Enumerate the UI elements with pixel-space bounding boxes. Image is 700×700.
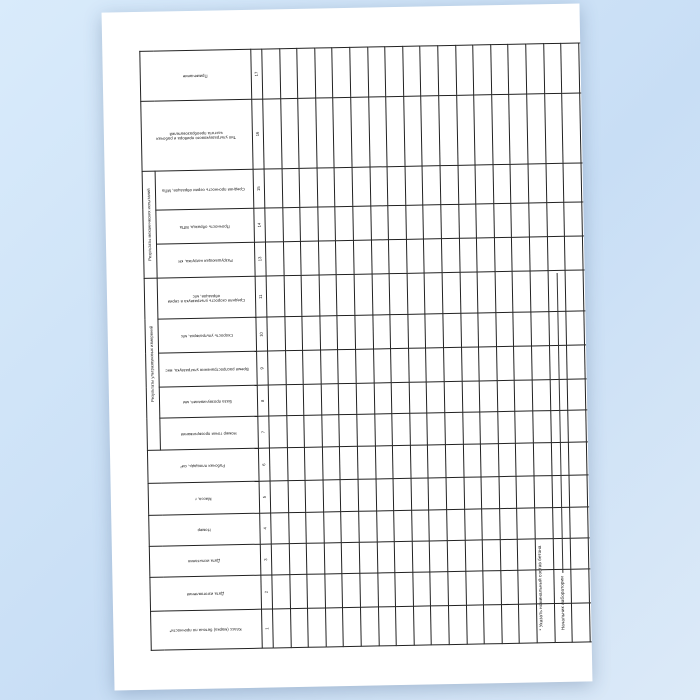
table-cell[interactable] xyxy=(495,271,513,313)
table-cell[interactable] xyxy=(284,275,302,317)
table-cell[interactable] xyxy=(269,416,287,448)
table-cell[interactable] xyxy=(465,571,483,605)
group-header-mechanical: Результаты механических испытаний xyxy=(142,171,157,278)
table-cell[interactable] xyxy=(377,573,395,607)
table-cell[interactable] xyxy=(340,446,358,480)
table-cell[interactable] xyxy=(386,96,405,167)
table-cell[interactable] xyxy=(287,447,305,481)
table-cell[interactable] xyxy=(270,481,288,513)
table-cell[interactable] xyxy=(304,415,322,447)
table-cell[interactable] xyxy=(496,347,514,381)
table-cell[interactable] xyxy=(568,410,586,442)
table-cell[interactable] xyxy=(438,45,457,95)
table-cell[interactable] xyxy=(340,480,358,512)
col-num: 5 xyxy=(259,481,271,512)
table-cell[interactable] xyxy=(494,237,512,271)
table-cell[interactable] xyxy=(306,512,324,544)
table-cell[interactable] xyxy=(272,575,290,609)
table-cell[interactable] xyxy=(307,574,325,608)
table-cell[interactable] xyxy=(477,271,495,313)
table-cell[interactable] xyxy=(571,569,589,603)
table-cell[interactable] xyxy=(430,572,448,606)
header-cell-point-number: Номер точки прозвучивания xyxy=(160,417,259,450)
col-num: 3 xyxy=(260,544,272,575)
group-header-ultrasonic: Результаты ультразвуковых измерений xyxy=(144,278,160,450)
table-cell[interactable] xyxy=(458,204,476,238)
table-cell[interactable] xyxy=(425,314,443,348)
col-num: 16 xyxy=(252,99,264,169)
table-cell[interactable] xyxy=(360,607,378,646)
table-cell[interactable] xyxy=(405,166,423,205)
table-cell[interactable] xyxy=(321,384,339,416)
table-cell[interactable] xyxy=(367,47,386,97)
table-cell[interactable] xyxy=(447,540,465,572)
table-cell[interactable] xyxy=(581,202,592,236)
table-cell[interactable] xyxy=(299,168,317,207)
table-cell[interactable] xyxy=(478,313,496,347)
table-cell[interactable] xyxy=(584,311,593,345)
table-cell[interactable] xyxy=(332,47,351,97)
table-cell[interactable] xyxy=(406,239,424,273)
table-cell[interactable] xyxy=(342,542,360,574)
table-cell[interactable] xyxy=(323,511,341,543)
table-cell[interactable] xyxy=(413,606,431,645)
table-cell[interactable] xyxy=(273,609,291,648)
table-cell[interactable] xyxy=(423,205,441,239)
table-cell[interactable] xyxy=(351,97,370,168)
table-cell[interactable] xyxy=(394,510,412,542)
table-cell[interactable] xyxy=(338,350,356,384)
table-cell[interactable] xyxy=(395,572,413,606)
table-cell[interactable] xyxy=(446,478,464,510)
table-cell[interactable] xyxy=(466,605,484,644)
table-cell[interactable] xyxy=(289,574,307,608)
form-table-wrapper xyxy=(139,43,566,651)
table-cell[interactable] xyxy=(477,237,495,271)
table-cell[interactable] xyxy=(479,381,497,413)
table-cell[interactable] xyxy=(424,239,442,273)
header-cell-base: База прозвучивания, мм xyxy=(159,385,258,418)
table-cell[interactable] xyxy=(570,507,588,539)
table-cell[interactable] xyxy=(464,509,482,541)
table-cell[interactable] xyxy=(427,382,445,414)
table-cell[interactable] xyxy=(385,46,404,96)
table-cell[interactable] xyxy=(391,382,409,414)
table-cell[interactable] xyxy=(268,385,286,417)
table-cell[interactable] xyxy=(448,571,466,605)
table-cell[interactable] xyxy=(443,348,461,382)
table-cell[interactable] xyxy=(493,203,511,237)
table-cell[interactable] xyxy=(490,44,509,94)
header-cell-time: Время распространения ультразвука, мкс xyxy=(159,351,258,387)
col-num: 8 xyxy=(257,385,269,416)
table-cell[interactable] xyxy=(325,608,343,647)
table-cell[interactable] xyxy=(562,93,581,164)
table-cell[interactable] xyxy=(445,413,463,445)
table-cell[interactable] xyxy=(585,410,592,442)
table-cell[interactable] xyxy=(285,351,303,385)
table-cell[interactable] xyxy=(283,241,301,275)
table-cell[interactable] xyxy=(368,96,387,167)
table-cell[interactable] xyxy=(359,511,377,543)
table-cell[interactable] xyxy=(587,475,593,507)
table-cell[interactable] xyxy=(561,43,580,93)
table-header xyxy=(140,49,262,650)
table-cell[interactable] xyxy=(476,204,494,238)
table-cell[interactable] xyxy=(372,315,390,349)
table-cell[interactable] xyxy=(412,541,430,573)
table-cell[interactable] xyxy=(473,45,492,95)
table-cell[interactable] xyxy=(482,508,500,540)
table-cell[interactable] xyxy=(354,274,372,316)
table-cell[interactable] xyxy=(392,414,410,446)
table-cell[interactable] xyxy=(335,206,353,240)
table-cell[interactable] xyxy=(343,607,361,646)
table-cell[interactable] xyxy=(265,208,283,242)
table-cell[interactable] xyxy=(282,207,300,241)
table-cell[interactable] xyxy=(333,97,352,168)
table-cell[interactable] xyxy=(501,604,519,643)
table-cell[interactable] xyxy=(357,446,375,480)
table-cell[interactable] xyxy=(586,441,592,475)
table-cell[interactable] xyxy=(339,383,357,415)
table-cell[interactable] xyxy=(426,348,444,382)
table-cell[interactable] xyxy=(288,481,306,513)
table-cell[interactable] xyxy=(582,235,592,269)
table-cell[interactable] xyxy=(358,479,376,511)
document-page xyxy=(102,3,593,690)
col-num: 11 xyxy=(255,276,267,318)
header-cell-strength: Прочность образца, МПа xyxy=(156,208,255,244)
col-num: 7 xyxy=(258,416,270,447)
table-cell[interactable] xyxy=(464,477,482,509)
col-num: 4 xyxy=(260,513,272,544)
table-cell[interactable] xyxy=(305,447,323,481)
table-cell[interactable] xyxy=(474,94,493,165)
table-cell[interactable] xyxy=(588,537,593,569)
table-cell[interactable] xyxy=(465,540,483,572)
table-cell[interactable] xyxy=(371,240,389,274)
table-cell[interactable] xyxy=(566,311,584,345)
table-cell[interactable] xyxy=(301,241,319,275)
table-cell[interactable] xyxy=(475,165,493,204)
table-cell[interactable] xyxy=(428,478,446,510)
table-cell[interactable] xyxy=(422,166,440,205)
table-cell[interactable] xyxy=(352,167,370,206)
col-num: 2 xyxy=(261,575,273,609)
table-cell[interactable] xyxy=(322,446,340,480)
table-cell[interactable] xyxy=(297,48,316,98)
table-cell[interactable] xyxy=(460,272,478,314)
header-cell-class: Класс (марка) бетона по прочности* xyxy=(151,609,263,650)
table-cell[interactable] xyxy=(498,443,516,477)
table-cell[interactable] xyxy=(588,569,592,603)
table-cell[interactable] xyxy=(459,238,477,272)
table-cell[interactable] xyxy=(568,441,586,475)
table-cell[interactable] xyxy=(303,350,321,384)
table-cell[interactable] xyxy=(324,543,342,575)
table-cell[interactable] xyxy=(572,603,590,642)
table-cell[interactable] xyxy=(357,414,375,446)
table-cell[interactable] xyxy=(440,165,458,204)
table-cell[interactable] xyxy=(267,317,285,351)
col-num: 10 xyxy=(256,317,268,351)
table-cell[interactable] xyxy=(341,511,359,543)
table-cell[interactable] xyxy=(501,570,519,604)
table-cell[interactable] xyxy=(500,539,518,571)
table-cell[interactable] xyxy=(563,163,581,202)
table-cell[interactable] xyxy=(359,542,377,574)
table-cell[interactable] xyxy=(356,383,374,415)
table-cell[interactable] xyxy=(320,350,338,384)
table-cell[interactable] xyxy=(461,347,479,381)
table-cell[interactable] xyxy=(315,48,334,98)
header-cell-avg-strength: Средняя прочность серии образцов, МПа xyxy=(155,169,254,210)
table-cell[interactable] xyxy=(499,477,517,509)
table-cell[interactable] xyxy=(484,605,502,644)
table-cell[interactable] xyxy=(455,45,474,95)
table-cell[interactable] xyxy=(564,202,582,236)
table-cell[interactable] xyxy=(264,169,282,208)
table-cell[interactable] xyxy=(393,445,411,479)
table-cell[interactable] xyxy=(318,241,336,275)
table-cell[interactable] xyxy=(337,316,355,350)
table-cell[interactable] xyxy=(583,269,593,311)
table-cell[interactable] xyxy=(376,479,394,511)
table-cell[interactable] xyxy=(462,412,480,444)
table-cell[interactable] xyxy=(376,510,394,542)
header-cell-device-type: Тип ультразвукового прибора и рабочая частота преобразователей xyxy=(141,99,253,171)
table-cell[interactable] xyxy=(445,444,463,478)
table-cell[interactable] xyxy=(301,275,319,317)
table-cell[interactable] xyxy=(374,383,392,415)
table-cell[interactable] xyxy=(263,98,282,169)
col-num: 9 xyxy=(257,351,269,385)
table-cell[interactable] xyxy=(402,46,421,96)
table-cell[interactable] xyxy=(391,349,409,383)
table-cell[interactable] xyxy=(579,92,592,163)
table-cell[interactable] xyxy=(479,347,497,381)
table-cell[interactable] xyxy=(442,272,460,314)
table-cell[interactable] xyxy=(447,509,465,541)
table-cell[interactable] xyxy=(408,348,426,382)
table-cell[interactable] xyxy=(569,475,587,507)
table-cell[interactable] xyxy=(353,206,371,240)
table-cell[interactable] xyxy=(308,608,326,647)
table-cell[interactable] xyxy=(374,414,392,446)
table-cell[interactable] xyxy=(481,443,499,477)
table-cell[interactable] xyxy=(441,204,459,238)
table-cell[interactable] xyxy=(370,206,388,240)
header-cell-avg-speed: Средняя скорость ультразвука в серии образцов, м/с xyxy=(157,276,256,320)
table-cell[interactable] xyxy=(444,381,462,413)
table-cell[interactable] xyxy=(406,205,424,239)
table-cell[interactable] xyxy=(421,95,440,166)
table-cell[interactable] xyxy=(356,349,374,383)
table-cell[interactable] xyxy=(565,236,583,270)
table-cell[interactable] xyxy=(456,95,475,166)
col-num: 15 xyxy=(253,169,265,208)
footnote-composition-text: * Указать номинальный состав бетона xyxy=(536,545,544,631)
table-cell[interactable] xyxy=(298,98,317,169)
table-cell[interactable] xyxy=(266,275,284,317)
table-cell[interactable] xyxy=(581,163,593,202)
table-cell[interactable] xyxy=(496,313,514,347)
table-cell[interactable] xyxy=(429,509,447,541)
table-cell[interactable] xyxy=(396,606,414,645)
table-cell[interactable] xyxy=(378,607,396,646)
table-cell[interactable] xyxy=(462,381,480,413)
table-cell[interactable] xyxy=(389,273,407,315)
table-cell[interactable] xyxy=(439,95,458,166)
header-cell-notes: Примечание xyxy=(140,49,252,101)
table-cell[interactable] xyxy=(407,273,425,315)
table-cell[interactable] xyxy=(370,167,388,206)
table-cell[interactable] xyxy=(460,313,478,347)
table-cell[interactable] xyxy=(394,541,412,573)
table-cell[interactable] xyxy=(448,605,466,644)
table-cell[interactable] xyxy=(578,43,592,93)
table-cell[interactable] xyxy=(431,606,449,645)
table-cell[interactable] xyxy=(463,444,481,478)
table-cell[interactable] xyxy=(280,98,299,169)
table-cell[interactable] xyxy=(319,274,337,316)
table-cell[interactable] xyxy=(305,480,323,512)
signature-label: Начальник лаборатории xyxy=(559,576,566,631)
table-cell[interactable] xyxy=(493,164,511,203)
table-cell[interactable] xyxy=(268,351,286,385)
table-cell[interactable] xyxy=(360,573,378,607)
table-cell[interactable] xyxy=(393,479,411,511)
table-cell[interactable] xyxy=(262,49,281,99)
table-cell[interactable] xyxy=(587,506,592,538)
table-cell[interactable] xyxy=(303,384,321,416)
table-cell[interactable] xyxy=(317,168,335,207)
table-cell[interactable] xyxy=(325,574,343,608)
table-cell[interactable] xyxy=(570,538,588,570)
table-cell[interactable] xyxy=(279,48,298,98)
table-cell[interactable] xyxy=(411,478,429,510)
table-cell[interactable] xyxy=(375,445,393,479)
table-cell[interactable] xyxy=(286,416,304,448)
table-cell[interactable] xyxy=(306,543,324,575)
table-cell[interactable] xyxy=(585,379,593,411)
table-cell[interactable] xyxy=(355,315,373,349)
table-cell[interactable] xyxy=(403,96,422,167)
table-cell[interactable] xyxy=(390,315,408,349)
table-cell[interactable] xyxy=(265,242,283,276)
table-cell[interactable] xyxy=(458,165,476,204)
table-cell[interactable] xyxy=(567,379,585,411)
table-cell[interactable] xyxy=(372,273,390,315)
table-cell[interactable] xyxy=(499,508,517,540)
table-cell[interactable] xyxy=(428,444,446,478)
table-cell[interactable] xyxy=(387,166,405,205)
table-cell[interactable] xyxy=(411,510,429,542)
table-cell[interactable] xyxy=(289,543,307,575)
header-cell-speed: Скорость ультразвука, м/с xyxy=(158,318,257,354)
table-cell[interactable] xyxy=(271,512,289,544)
table-cell[interactable] xyxy=(322,415,340,447)
header-cell-number: Номер xyxy=(149,513,261,546)
table-cell[interactable] xyxy=(420,46,439,96)
table-cell[interactable] xyxy=(353,240,371,274)
table-cell[interactable] xyxy=(441,238,459,272)
table-cell[interactable] xyxy=(285,317,303,351)
table-cell[interactable] xyxy=(410,445,428,479)
table-cell[interactable] xyxy=(336,240,354,274)
header-cell-mass: Масса, г xyxy=(148,482,260,515)
table-cell[interactable] xyxy=(497,380,515,412)
table-cell[interactable] xyxy=(589,603,592,642)
table-cell[interactable] xyxy=(334,167,352,206)
table-cell[interactable] xyxy=(480,412,498,444)
table-cell[interactable] xyxy=(350,47,369,97)
table-cell[interactable] xyxy=(290,608,308,647)
table-cell[interactable] xyxy=(323,480,341,512)
header-cell-date-test: Дата испытания xyxy=(149,544,261,577)
col-num: 1 xyxy=(262,609,274,648)
table-cell[interactable] xyxy=(342,573,360,607)
table-cell[interactable] xyxy=(315,97,334,168)
table-cell[interactable] xyxy=(269,447,287,481)
signature-line xyxy=(552,273,564,573)
table-cell[interactable] xyxy=(491,94,510,165)
table-cell[interactable] xyxy=(443,314,461,348)
table-cell[interactable] xyxy=(271,544,289,576)
table-cell[interactable] xyxy=(408,314,426,348)
col-num: 6 xyxy=(258,448,270,482)
table-cell[interactable] xyxy=(373,349,391,383)
table-cell[interactable] xyxy=(302,316,320,350)
table-cell[interactable] xyxy=(427,413,445,445)
table-cell[interactable] xyxy=(388,205,406,239)
table-cell[interactable] xyxy=(567,345,585,379)
table-cell[interactable] xyxy=(430,540,448,572)
table-cell[interactable] xyxy=(413,572,431,606)
header-cell-load: Разрушающая нагрузка, кН xyxy=(156,242,255,278)
table-cell[interactable] xyxy=(336,274,354,316)
table-cell[interactable] xyxy=(497,412,515,444)
header-cell-date-made: Дата изготовления xyxy=(150,575,262,611)
col-num: 14 xyxy=(254,208,266,242)
table-cell[interactable] xyxy=(481,477,499,509)
table-cell[interactable] xyxy=(282,168,300,207)
table-cell[interactable] xyxy=(424,272,442,314)
table-cell[interactable] xyxy=(377,542,395,574)
header-cell-area: Рабочая площадь, см² xyxy=(147,448,259,484)
table-cell[interactable] xyxy=(339,415,357,447)
table-cell[interactable] xyxy=(409,382,427,414)
table-cell[interactable] xyxy=(483,571,501,605)
col-num: 17 xyxy=(251,49,263,99)
table-cell[interactable] xyxy=(584,345,592,379)
table-cell[interactable] xyxy=(320,316,338,350)
col-num: 13 xyxy=(254,242,266,276)
table-cell[interactable] xyxy=(286,384,304,416)
table-cell[interactable] xyxy=(565,270,583,312)
table-cell[interactable] xyxy=(389,239,407,273)
table-cell[interactable] xyxy=(318,207,336,241)
table-cell[interactable] xyxy=(300,207,318,241)
table-cell[interactable] xyxy=(288,512,306,544)
table-cell[interactable] xyxy=(410,413,428,445)
table-cell[interactable] xyxy=(482,539,500,571)
